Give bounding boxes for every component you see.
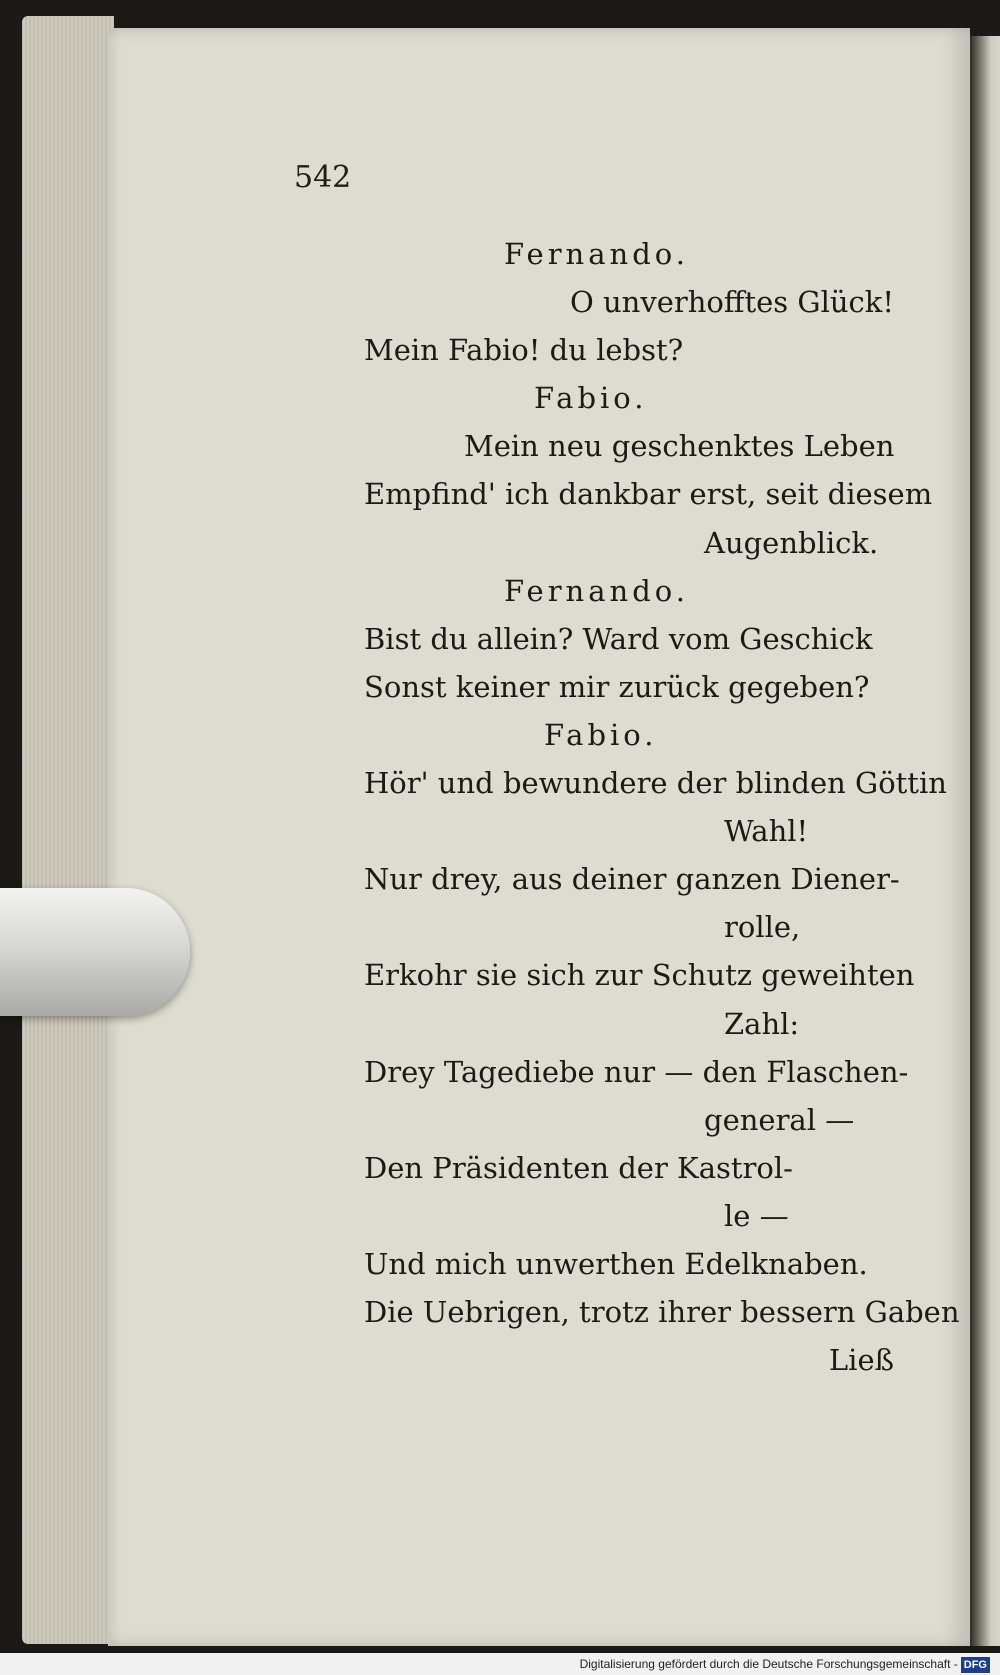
- verse-line: Den Präsidenten der Kastrol-: [364, 1150, 793, 1185]
- verse-continuation: general —: [704, 1102, 855, 1137]
- page-clip: [0, 888, 190, 1016]
- verse-line: Mein neu geschenktes Leben: [464, 429, 895, 464]
- verse-continuation: Zahl:: [724, 1006, 800, 1041]
- verse-line: Empfind' ich dankbar erst, seit diesem: [364, 477, 933, 512]
- verse-continuation: Augenblick.: [704, 525, 879, 560]
- text-block: [364, 230, 960, 1384]
- speaker-line: Fernando.: [504, 237, 689, 271]
- verse-line: Bist du allein? Ward vom Geschick: [364, 621, 873, 656]
- verse-line: O unverhofftes Glück!: [570, 285, 894, 320]
- verse-continuation: Wahl!: [724, 814, 809, 849]
- verse-line: Die Uebrigen, trotz ihrer bessern Gaben: [364, 1295, 960, 1330]
- verse-continuation: le —: [724, 1198, 789, 1233]
- verse-line: Drey Tagediebe nur — den Flaschen-: [364, 1054, 909, 1089]
- dfg-logo: DFG: [961, 1657, 990, 1673]
- verse-line: Und mich unwerthen Edelknaben.: [364, 1246, 868, 1281]
- verse-continuation: rolle,: [724, 910, 801, 945]
- speaker-line: Fernando.: [504, 573, 689, 608]
- verse-line: Nur drey, aus deiner ganzen Diener-: [364, 862, 900, 897]
- page-stack-edge: [22, 16, 114, 1644]
- speaker-line: Fabio.: [534, 381, 648, 416]
- verse-line: Erkohr sie sich zur Schutz geweihten: [364, 958, 915, 993]
- speaker-line: Fabio.: [544, 717, 658, 752]
- digitization-footer: [0, 1653, 1000, 1675]
- verse-line: Sonst keiner mir zurück gegeben?: [364, 669, 870, 704]
- footer-text: Digitalisierung gefördert durch die Deutsche Forschungsgemeinschaft -: [579, 1657, 958, 1671]
- catchword: Ließ: [828, 1343, 894, 1378]
- verse-line: Mein Fabio! du lebst?: [364, 333, 684, 368]
- book-gutter: [970, 36, 1000, 1646]
- verse-line: Hör' und bewundere der blinden Göttin: [364, 766, 947, 801]
- page-number: 542: [294, 160, 352, 195]
